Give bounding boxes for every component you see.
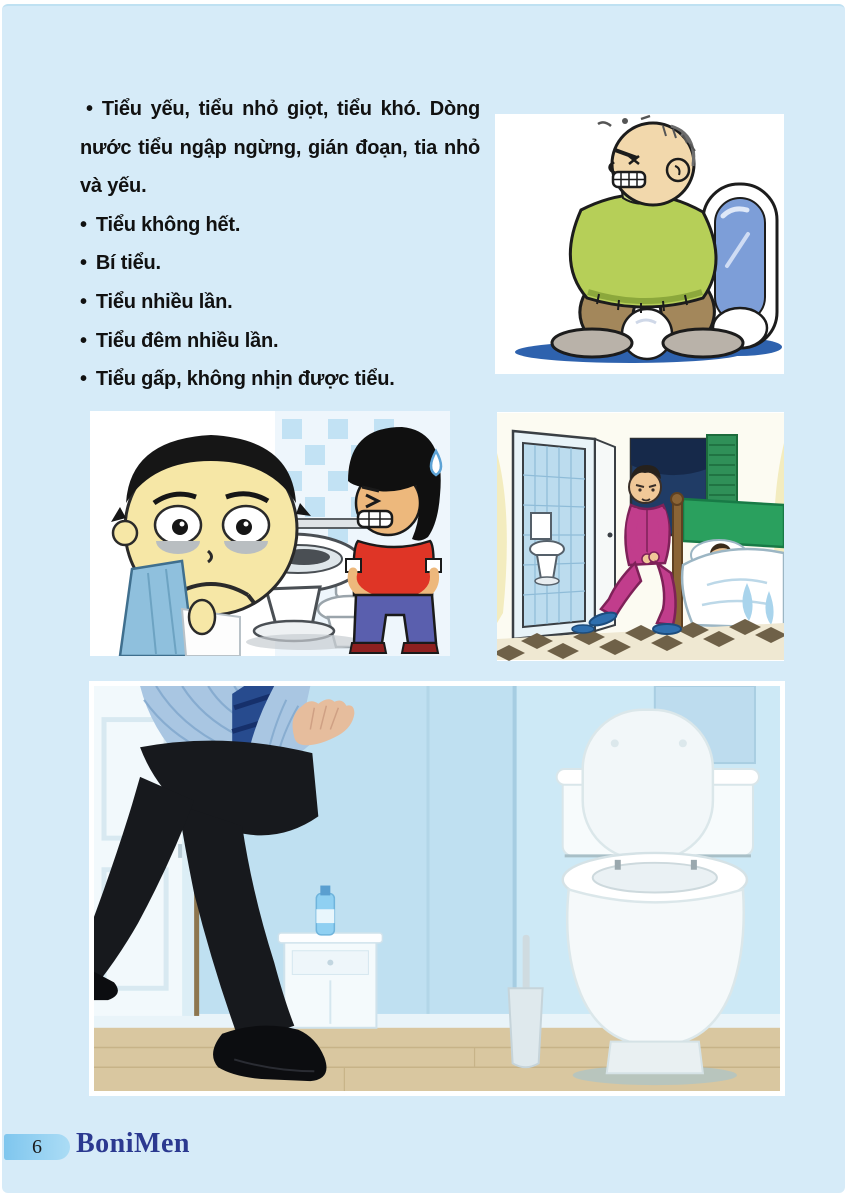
symptom-text: Tiểu đêm nhiều lần. [95,329,279,352]
brand-logo: BoniMen [76,1128,190,1159]
symptom-item [80,360,480,399]
bullet-icon: • [80,368,87,391]
tired-man-and-boy-illustration [90,411,450,656]
cabinet [278,933,382,1028]
bathroom-door [513,431,615,639]
man-running-to-toilet-photo [89,681,785,1096]
symptom-text: Tiểu không hết. [95,213,241,236]
symptom-item [80,322,480,361]
night-cartoon-svg [497,412,784,661]
bullet-icon: • [80,213,87,236]
symptom-item [80,283,480,322]
symptom-list [80,90,480,399]
symptom-text: Tiểu nhiều lần. [95,290,233,313]
symptom-item [80,206,480,245]
symptom-text: Bí tiểu. [95,252,161,275]
symptom-text: Tiểu yếu, tiểu nhỏ giọt, tiểu khó. Dòng nước tiểu ngập ngừng, gián đoạn, tia nhỏ và yếu. [80,98,480,198]
straining-man-urinal-illustration [495,114,784,374]
bullet-icon: • [80,290,87,313]
tired-cartoon-svg [90,411,450,656]
page-number-badge [4,1134,70,1160]
bullet-icon: • [80,252,87,275]
page-background-panel [2,4,845,1193]
symptom-item [80,90,480,206]
symptom-text: Tiểu gấp, không nhịn được tiểu. [95,368,395,391]
bullet-icon: • [80,329,87,352]
bullet-icon: • [86,98,93,120]
symptom-item [80,244,480,283]
urinal-cartoon-svg [495,114,784,374]
running-photo-svg [94,686,780,1091]
night-urination-illustration [497,412,784,661]
page-number: 6 [32,1136,42,1158]
